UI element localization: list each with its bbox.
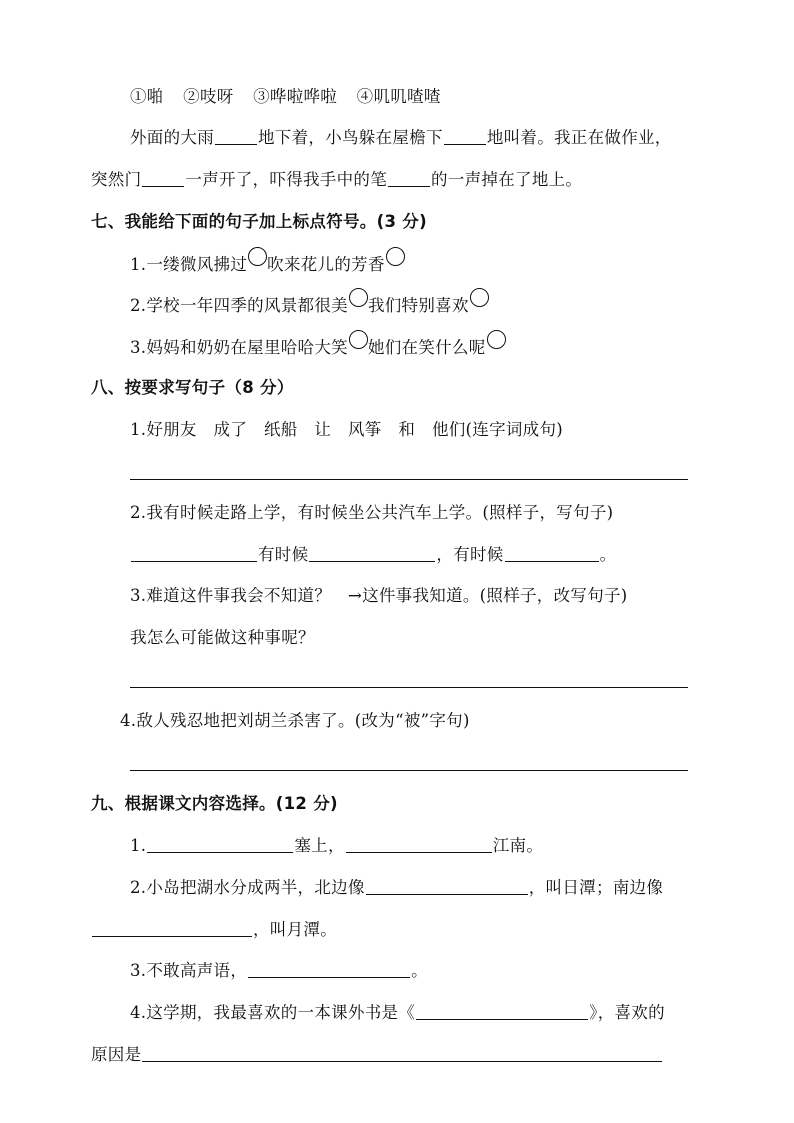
rewrite-question-3: 3.难道这件事我会不知道？ →这件事我知道。(照样子，改写句子): [130, 586, 628, 605]
question-text: 原因是: [91, 1045, 142, 1064]
recall-question-1: [130, 834, 543, 858]
fill-blank[interactable]: [92, 920, 252, 937]
paragraph-text: 外面的大雨: [130, 128, 214, 147]
fill-blank[interactable]: [215, 128, 257, 145]
rewrite-question-4: 4.敌人残忍地把刘胡兰杀害了。(改为“被”字句): [120, 711, 470, 730]
paragraph-text: 突然门: [91, 170, 142, 189]
punctuation-circle[interactable]: [470, 288, 489, 307]
punctuation-item-3: [130, 335, 506, 360]
punctuation-item-2: [130, 293, 489, 318]
fill-blank[interactable]: [366, 878, 528, 895]
question-text: 4.这学期，我最喜欢的一本课外书是《: [130, 1003, 416, 1022]
fill-blank[interactable]: [309, 545, 435, 562]
template-text: ，有时候: [436, 545, 504, 564]
option-2: ②吱呀: [183, 87, 234, 106]
template-text: 。: [599, 545, 617, 564]
fill-blank[interactable]: [131, 545, 257, 562]
answer-line[interactable]: [130, 687, 688, 688]
sentence-text: 2.学校一年四季的风景都很美: [130, 296, 348, 315]
sentence-text: 我们特别喜欢: [367, 296, 469, 315]
fill-blank[interactable]: [388, 170, 430, 187]
option-1: ①啪: [130, 87, 164, 106]
rewrite-question-3-sentence: 我怎么可能做这种事呢？: [130, 628, 315, 647]
recall-question-2-continued: [91, 918, 337, 942]
paragraph-text: 地叫着。我正在做作业，: [486, 128, 672, 147]
paragraph-text: 地下着，小鸟躲在屋檐下: [258, 128, 443, 147]
question-text: ，叫日潭；南边像: [528, 878, 664, 897]
fill-blank[interactable]: [147, 836, 293, 853]
section-8-title: 八、按要求写句子（8 分）: [91, 378, 294, 397]
question-text: 2.小岛把湖水分成两半，北边像: [130, 878, 365, 897]
punctuation-circle[interactable]: [386, 247, 405, 266]
punctuation-circle[interactable]: [349, 330, 368, 349]
paragraph-line-2: [91, 168, 582, 192]
answer-line[interactable]: [130, 479, 688, 480]
recall-question-3: [130, 959, 428, 983]
onomatopoeia-options: [130, 85, 441, 109]
punctuation-item-1: [130, 252, 405, 277]
fill-blank[interactable]: [346, 836, 492, 853]
recall-question-2: [130, 876, 663, 900]
sentence-text: 3.妈妈和奶奶在屋里哈哈大笑: [130, 338, 348, 357]
question-text: 。: [411, 961, 428, 980]
fill-blank[interactable]: [416, 1003, 588, 1020]
punctuation-circle[interactable]: [248, 247, 267, 266]
answer-line[interactable]: [130, 770, 688, 771]
recall-question-4: [130, 1001, 665, 1025]
fill-blank[interactable]: [142, 1045, 662, 1062]
rewrite-question-2: 2.我有时候走路上学，有时候坐公共汽车上学。(照样子，写句子): [130, 503, 614, 522]
paragraph-text: 一声开了，吓得我手中的笔: [185, 170, 388, 189]
question-text: 1.: [130, 836, 147, 855]
fill-blank[interactable]: [248, 961, 410, 978]
fill-blank[interactable]: [444, 128, 486, 145]
question-text: ，叫月潭。: [253, 920, 337, 939]
section-9-title: 九、根据课文内容选择。(12 分): [91, 794, 338, 813]
question-text: 3.不敢高声语，: [130, 961, 248, 980]
punctuation-circle[interactable]: [487, 330, 506, 349]
section-7-title: 七、我能给下面的句子加上标点符号。(3 分): [91, 212, 427, 231]
sentence-text: 吹来花儿的芳香: [267, 255, 385, 274]
option-3: ③哗啦哗啦: [253, 87, 338, 106]
recall-question-4-continued: [91, 1043, 663, 1067]
punctuation-circle[interactable]: [349, 288, 368, 307]
question-text: 江南。: [492, 836, 544, 855]
template-text: 有时候: [258, 545, 309, 564]
question-text: 》，喜欢的: [589, 1003, 665, 1022]
paragraph-line-1: [130, 126, 672, 150]
sentence-text: 她们在笑什么呢: [367, 338, 486, 357]
rewrite-question-2-template: [130, 543, 616, 567]
paragraph-text: 的一声掉在了地上。: [431, 170, 583, 189]
question-text: 塞上，: [294, 836, 345, 855]
option-4: ④叽叽喳喳: [356, 87, 441, 106]
rewrite-question-1: 1.好朋友 成了 纸船 让 风筝 和 他们(连字词成句): [130, 420, 564, 439]
fill-blank[interactable]: [142, 170, 184, 187]
fill-blank[interactable]: [505, 545, 599, 562]
sentence-text: 1.一缕微风拂过: [130, 255, 248, 274]
